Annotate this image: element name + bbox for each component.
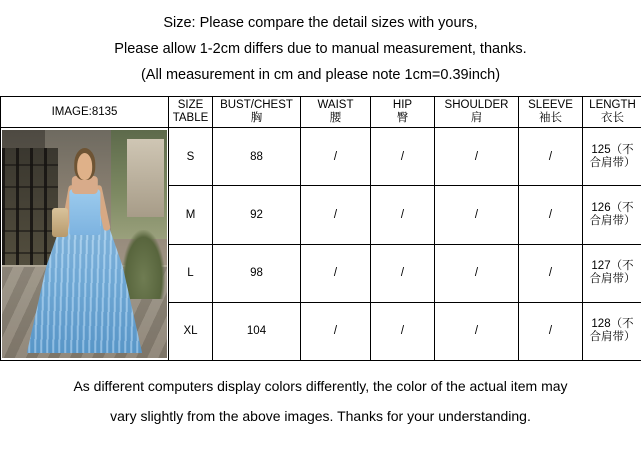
footer-line-2: vary slightly from the above images. Thanks for your understanding. (110, 408, 531, 424)
header-notes (0, 0, 641, 92)
length-header-line2: 衣长 (601, 112, 624, 124)
header-line-3: (All measurement in cm and please note 1cm=0.39inch) (140, 67, 501, 83)
waist-header (301, 97, 371, 128)
row-bust: 88 (213, 128, 301, 186)
sleeve-header (519, 97, 583, 128)
row-sleeve: / (519, 302, 583, 360)
shoulder-header-line1: SHOULDER (444, 99, 509, 111)
row-shoulder: / (435, 128, 519, 186)
row-sleeve: / (519, 128, 583, 186)
shoulder-header (435, 97, 519, 128)
length-header-line1: LENGTH (589, 99, 636, 111)
bust-header-line2: 胸 (250, 112, 263, 124)
sleeve-header-line1: SLEEVE (528, 99, 573, 111)
row-length-line1: 128（不 (591, 318, 634, 331)
footer-line-1: As different computers display colors differently, the color of the actual item may (73, 378, 568, 394)
row-sleeve: / (519, 186, 583, 244)
hip-header (371, 97, 435, 128)
row-size: XL (169, 302, 213, 360)
hip-header-line1: HIP (392, 99, 413, 111)
waist-header-line1: WAIST (317, 99, 354, 111)
row-waist: / (301, 244, 371, 302)
row-hip: / (371, 128, 435, 186)
footer-notes (0, 361, 641, 431)
photo-dress-bodice (69, 189, 100, 235)
row-size: S (169, 128, 213, 186)
row-length-line1: 125（不 (591, 143, 634, 156)
size-table (0, 96, 641, 361)
length-header (583, 97, 641, 128)
row-sleeve: / (519, 244, 583, 302)
row-length-line1: 126（不 (591, 201, 634, 214)
row-shoulder: / (435, 186, 519, 244)
table-header-row (1, 97, 641, 128)
photo-building (127, 139, 163, 217)
sleeve-header-line2: 袖长 (539, 112, 562, 124)
size-table-header-line1: SIZE (177, 99, 204, 111)
row-bust: 92 (213, 186, 301, 244)
row-length-line2: 合肩带） (589, 273, 636, 286)
waist-header-line2: 腰 (329, 112, 342, 124)
photo-handbag (52, 208, 69, 238)
row-waist: / (301, 128, 371, 186)
image-label-cell: IMAGE:8135 (1, 97, 169, 128)
hip-header-line2: 臀 (396, 112, 409, 124)
bust-header (213, 97, 301, 128)
header-line-2: Please allow 1-2cm differs due to manual measurement, thanks. (114, 41, 527, 57)
product-photo-cell (1, 128, 169, 361)
row-waist: / (301, 186, 371, 244)
product-photo (2, 130, 167, 358)
row-length-line2: 合肩带） (589, 331, 636, 344)
row-hip: / (371, 302, 435, 360)
row-bust: 98 (213, 244, 301, 302)
row-length-line2: 合肩带） (589, 156, 636, 169)
row-length (583, 302, 641, 360)
size-table-header (169, 97, 213, 128)
shoulder-header-line2: 肩 (470, 112, 483, 124)
size-table-header-line2: TABLE (172, 112, 209, 124)
row-length (583, 128, 641, 186)
bust-header-line1: BUST/CHEST (220, 99, 293, 111)
row-length (583, 244, 641, 302)
photo-plant (122, 230, 165, 298)
table-row (1, 128, 641, 186)
header-line-1: Size: Please compare the detail sizes with yours, (163, 15, 478, 31)
row-hip: / (371, 186, 435, 244)
row-hip: / (371, 244, 435, 302)
row-length-line1: 127（不 (591, 260, 634, 273)
row-waist: / (301, 302, 371, 360)
row-size: M (169, 186, 213, 244)
row-shoulder: / (435, 244, 519, 302)
row-bust: 104 (213, 302, 301, 360)
row-shoulder: / (435, 302, 519, 360)
row-length-line2: 合肩带） (589, 214, 636, 227)
photo-model-head (77, 153, 93, 180)
row-size: L (169, 244, 213, 302)
row-length (583, 186, 641, 244)
